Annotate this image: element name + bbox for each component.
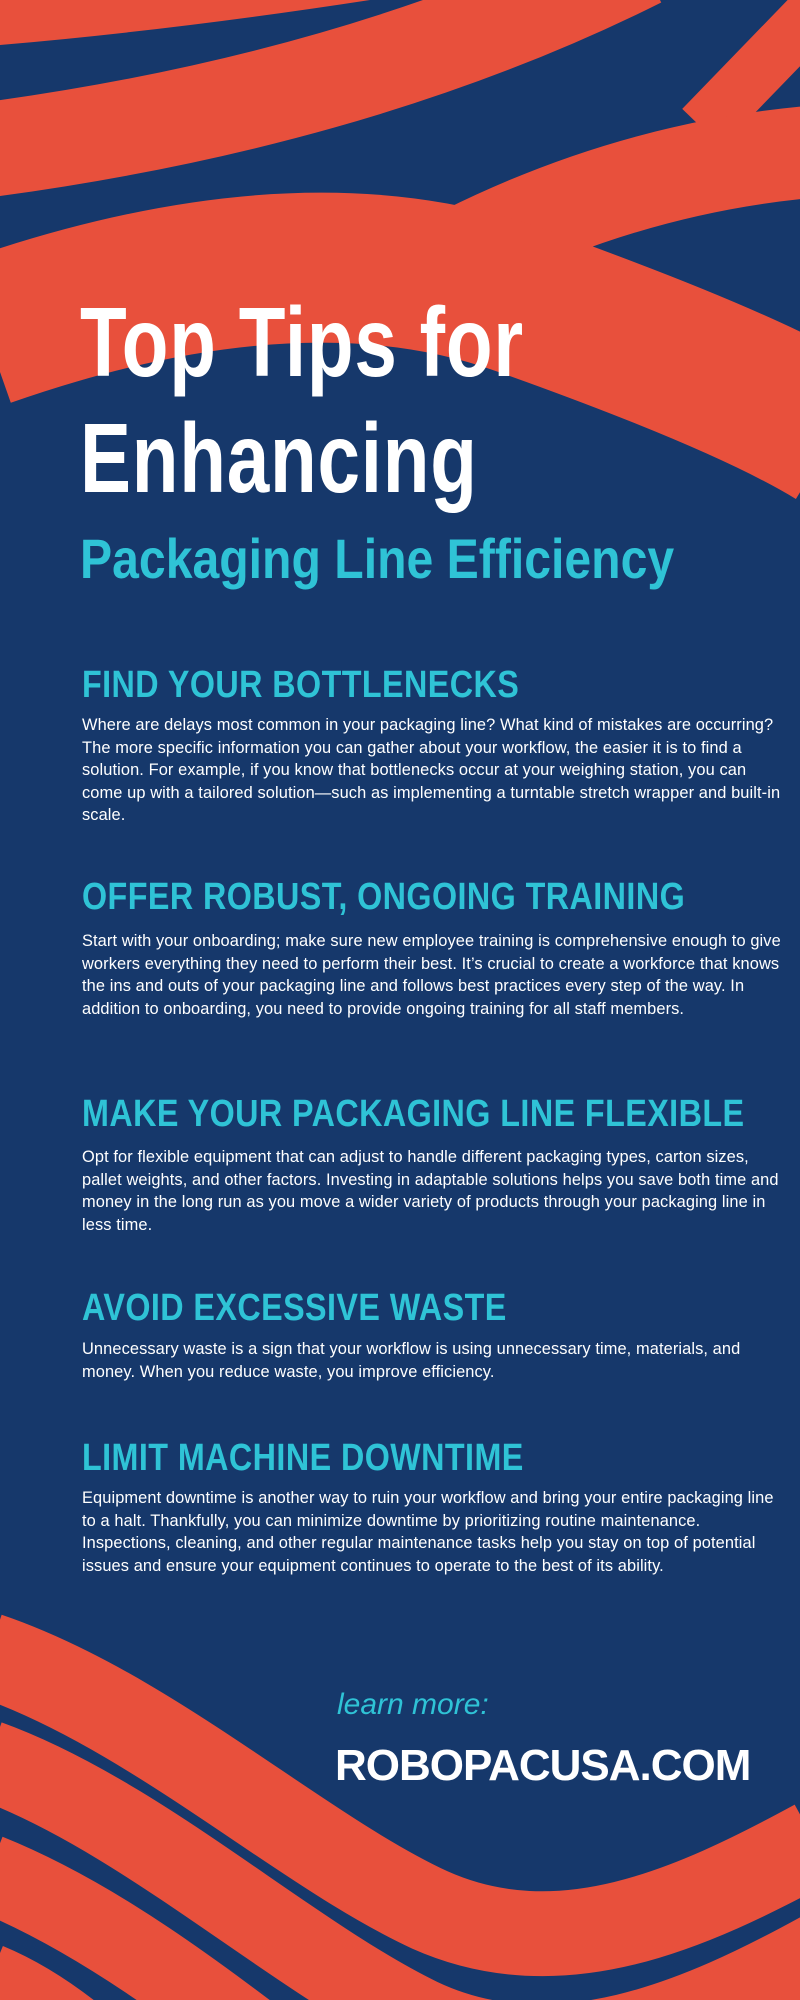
section-heading-flexible: MAKE YOUR PACKAGING LINE FLEXIBLE — [82, 1093, 745, 1135]
learn-more-label: learn more: — [337, 1688, 489, 1721]
section-body-downtime: Equipment downtime is another way to ruin your workflow and bring your entire packaging line to a halt. Thankfully, you can minimize downtime by prioritizing routine maintenance. Inspections, cleaning, and other regular maintenance tasks help you stay on top of potential issues and ensure your equipment continues to operate to the best of its ability. — [82, 1489, 774, 1575]
top-right-corner-wave — [702, 0, 800, 128]
section-body-waste: Unnecessary waste is a sign that your workflow is using unnecessary time, materials, and money. When you reduce waste, you improve efficiency. — [82, 1340, 741, 1381]
bottom-wave-arc-4 — [0, 1982, 180, 2000]
website-link[interactable]: ROBOPACUSA.COM — [335, 1741, 751, 1790]
section-heading-waste: AVOID EXCESSIVE WASTE — [82, 1287, 507, 1329]
top-wave-arc-2 — [0, 0, 640, 150]
section-heading-bottlenecks: FIND YOUR BOTTLENECKS — [82, 664, 520, 706]
section-body-bottlenecks: Where are delays most common in your packaging line? What kind of mistakes are occurring? The more specific information you can gather about your workflow, the easier it is to find a solution. For example, if you know that bottlenecks occur at your weighing station, you can come up with a tailored solution—such as implementing a turntable stretch wrapper and built-in scale. — [82, 716, 781, 824]
section-heading-downtime: LIMIT MACHINE DOWNTIME — [82, 1437, 524, 1479]
bottom-wave-arc-2 — [0, 1760, 800, 2000]
section-body-flexible: Opt for flexible equipment that can adjust to handle different packaging types, carton sizes, pallet weights, and other factors. Investing in adaptable solutions helps you save both time and money in the long run as you move a wider variety of products through your packaging line in less time. — [82, 1148, 779, 1234]
section-body-training: Start with your onboarding; make sure new employee training is comprehensive enough to give workers everything they need to perform their best. It’s crucial to create a workforce that knows the ins and outs of your packaging line and follows best practices every step of the way. In addition to onboarding, you need to provide ongoing training for all staff members. — [82, 932, 781, 1018]
page-subtitle: Packaging Line Efficiency — [80, 527, 675, 590]
page-title-line2: Enhancing — [80, 403, 478, 513]
page-title-line1: Top Tips for — [80, 287, 524, 397]
top-corner-wave-shape — [0, 0, 370, 45]
top-wave-arc-3 — [385, 150, 800, 295]
section-heading-training: OFFER ROBUST, ONGOING TRAINING — [82, 876, 686, 918]
bottom-wave-arc-3 — [0, 1873, 390, 2000]
